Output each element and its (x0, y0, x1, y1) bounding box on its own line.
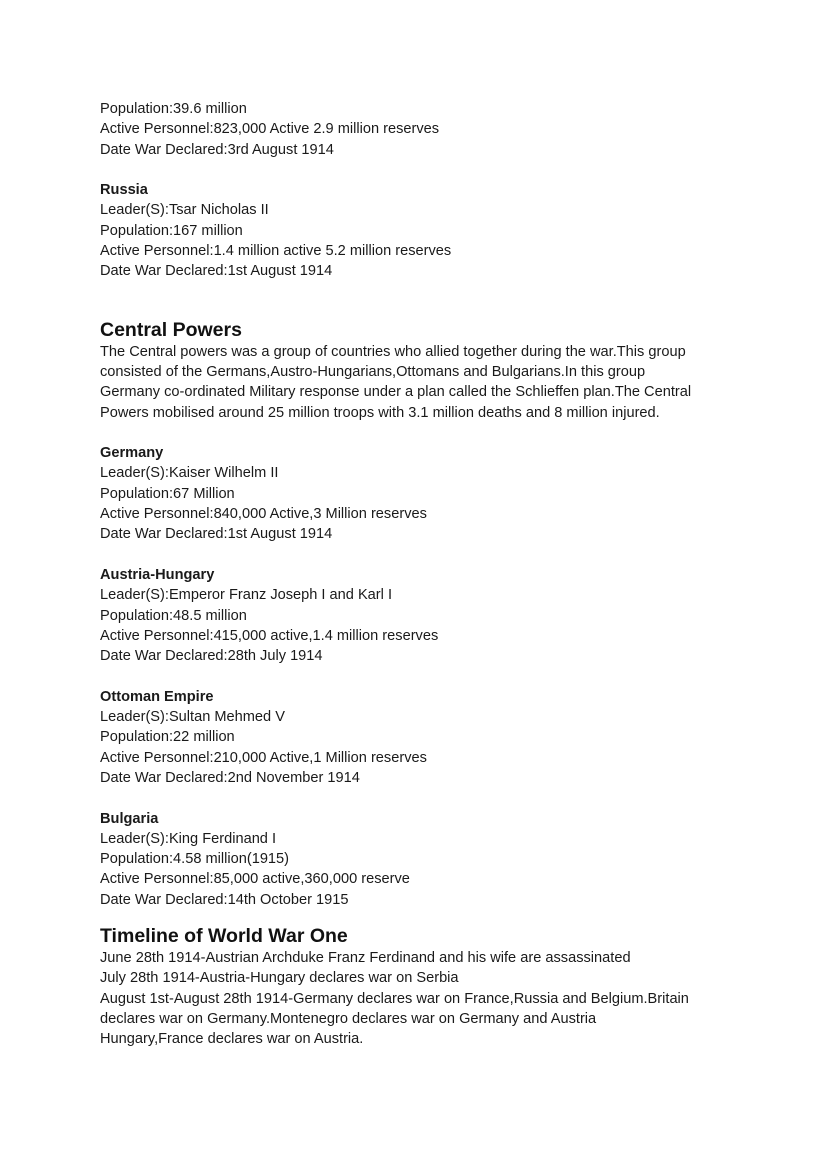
country-name: Russia (100, 182, 148, 199)
country-section-ottoman-empire (100, 687, 740, 788)
document-content (100, 99, 740, 1049)
date-declared-line: Date War Declared:1st August 1914 (100, 526, 333, 543)
central-powers-heading: Central Powers (100, 318, 242, 341)
paragraph-line: Powers mobilised around 25 million troops with 3.1 million deaths and 8 million injured. (100, 404, 660, 421)
population-line: Population:67 Million (100, 485, 235, 502)
timeline-section (100, 924, 740, 1049)
previous-country-section (100, 99, 740, 160)
active-personnel-line: Active Personnel:1.4 million active 5.2 million reserves (100, 243, 452, 260)
country-name: Ottoman Empire (100, 688, 214, 705)
leader-line: Leader(S):Emperor Franz Joseph I and Karl I (100, 587, 393, 604)
date-declared-line: Date War Declared:28th July 1914 (100, 648, 323, 665)
leader-line: Leader(S):Sultan Mehmed V (100, 709, 285, 726)
timeline-entry: July 28th 1914-Austria-Hungary declares war on Serbia (100, 970, 459, 987)
date-declared-line: Date War Declared:3rd August 1914 (100, 141, 334, 158)
country-section-germany (100, 443, 740, 544)
population-line: Population:167 million (100, 222, 243, 239)
country-name: Bulgaria (100, 810, 159, 827)
central-powers-section (100, 318, 740, 423)
date-declared-line: Date War Declared:2nd November 1914 (100, 769, 360, 786)
active-personnel-line: Active Personnel:823,000 Active 2.9 million reserves (100, 121, 440, 138)
leader-line: Leader(S):King Ferdinand I (100, 830, 277, 847)
country-name: Germany (100, 445, 164, 462)
paragraph-line: consisted of the Germans,Austro-Hungarians,Ottomans and Bulgarians.In this group (100, 363, 646, 380)
country-name: Austria-Hungary (100, 566, 215, 583)
population-line: Population:22 million (100, 729, 235, 746)
population-line: Population:4.58 million(1915) (100, 851, 290, 868)
date-declared-line: Date War Declared:14th October 1915 (100, 891, 349, 908)
country-section-bulgaria (100, 809, 740, 910)
leader-line: Leader(S):Kaiser Wilhelm II (100, 465, 279, 482)
country-section-russia (100, 180, 740, 281)
timeline-entry: Hungary,France declares war on Austria. (100, 1031, 364, 1048)
timeline-entry: June 28th 1914-Austrian Archduke Franz Ferdinand and his wife are assassinated (100, 949, 631, 966)
paragraph-line: The Central powers was a group of countries who allied together during the war.This group (100, 343, 686, 360)
timeline-entry: August 1st-August 28th 1914-Germany declares war on France,Russia and Belgium.Britain (100, 990, 689, 1007)
population-line: Population:48.5 million (100, 607, 247, 624)
population-line: Population:39.6 million (100, 101, 247, 117)
country-section-austria-hungary (100, 565, 740, 666)
active-personnel-line: Active Personnel:415,000 active,1.4 million reserves (100, 627, 439, 644)
timeline-heading: Timeline of World War One (100, 924, 348, 947)
active-personnel-line: Active Personnel:840,000 Active,3 Million reserves (100, 506, 427, 523)
active-personnel-line: Active Personnel:85,000 active,360,000 reserve (100, 871, 410, 888)
paragraph-line: Germany co-ordinated Military response under a plan called the Schlieffen plan.The Central (100, 384, 692, 401)
timeline-entry: declares war on Germany.Montenegro declares war on Germany and Austria (100, 1010, 597, 1027)
leader-line: Leader(S):Tsar Nicholas II (100, 202, 269, 219)
active-personnel-line: Active Personnel:210,000 Active,1 Million reserves (100, 749, 427, 766)
date-declared-line: Date War Declared:1st August 1914 (100, 263, 333, 280)
